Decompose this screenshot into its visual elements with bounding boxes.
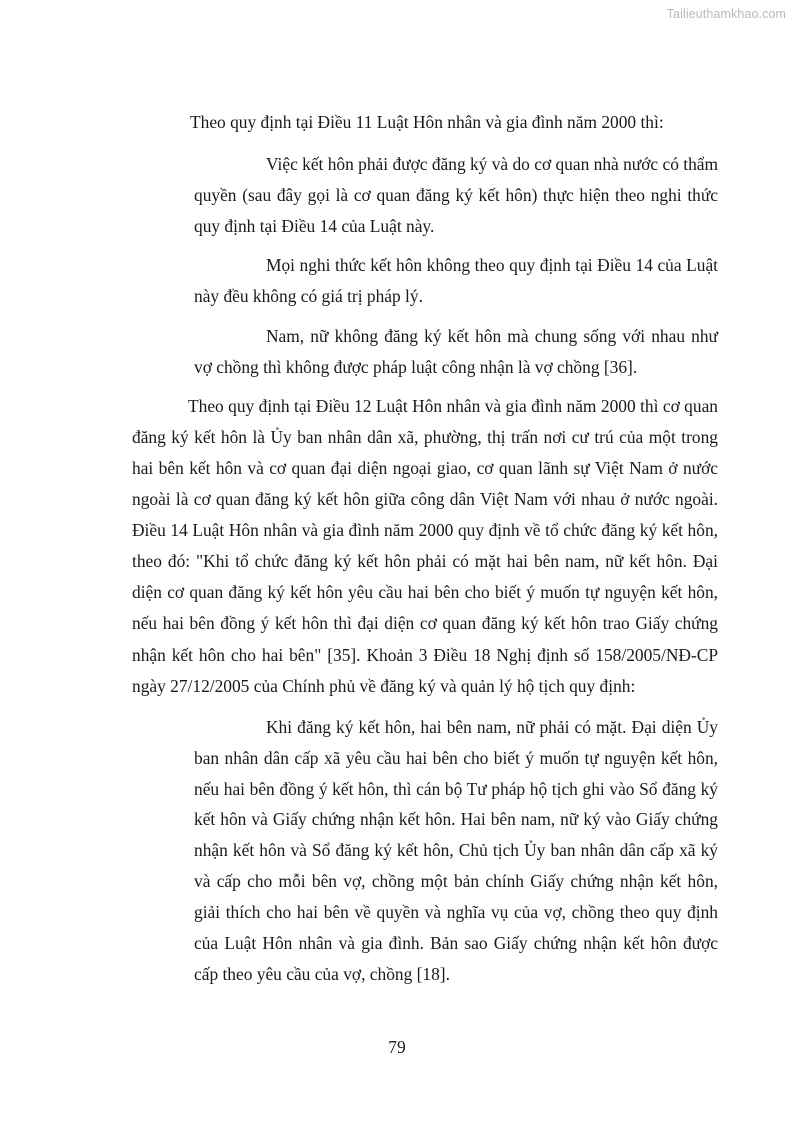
intro-paragraph: Theo quy định tại Điều 11 Luật Hôn nhân và gia đình năm 2000 thì: [190, 112, 664, 132]
document-page [132, 107, 718, 990]
final-quote-block: Khi đăng ký kết hôn, hai bên nam, nữ phải có mặt. Đại diện Ủy ban nhân dân cấp xã yêu cầu hai bên cho biết ý muốn tự nguyện kết hôn, nếu hai bên đồng ý kết hôn, thì cán bộ Tư pháp hộ tịch ghi vào Sổ đăng ký kết hôn và Giấy chứng nhận kết hôn. Hai bên nam, nữ ký vào Giấy chứng nhận kết hôn và Sổ đăng ký kết hôn, Chủ tịch Ủy ban nhân dân cấp xã ký và cấp cho mỗi bên vợ, chồng một bản chính Giấy chứng nhận kết hôn, giải thích cho hai bên về quyền và nghĩa vụ của vợ, chồng theo quy định của Luật Hôn nhân và gia đình. Bản sao Giấy chứng nhận kết hôn được cấp theo yêu cầu của vợ, chồng [18]. [194, 716, 718, 984]
watermark: Tailieuthamkhao.com [666, 7, 786, 21]
quote-block-1 [132, 149, 718, 242]
quote-text: Việc kết hôn phải được đăng ký và do cơ quan nhà nước có thẩm quyền (sau đây gọi là cơ quan đăng ký kết hôn) thực hiện theo nghi thức quy định tại Điều 14 của Luật này. [194, 154, 719, 237]
body-paragraph: Theo quy định tại Điều 12 Luật Hôn nhân và gia đình năm 2000 thì cơ quan đăng ký kết hôn là Ủy ban nhân dân xã, phường, thị trấn nơi cư trú của một trong hai bên kết hôn và cơ quan đại diện ngoại giao, cơ quan lãnh sự Việt Nam ở nước ngoài là cơ quan đăng ký kết hôn giữa công dân Việt Nam với nhau ở nước ngoài. Điều 14 Luật Hôn nhân và gia đình năm 2000 quy định về tổ chức đăng ký kết hôn, theo đó: "Khi tổ chức đăng ký kết hôn phải có mặt hai bên nam, nữ kết hôn. Đại diện cơ quan đăng ký kết hôn yêu cầu hai bên cho biết ý muốn tự nguyện kết hôn, nếu hai bên đồng ý kết hôn thì đại diện cơ quan đăng ký kết hôn trao Giấy chứng nhận kết hôn cho hai bên" [35]. Khoản 3 Điều 18 Nghị định số 158/2005/NĐ-CP ngày 27/12/2005 của Chính phủ về đăng ký và quản lý hộ tịch quy định: [132, 395, 718, 696]
quote-block-3 [132, 321, 718, 383]
page-number: 79 [388, 1037, 406, 1057]
quote-text: Mọi nghi thức kết hôn không theo quy định tại Điều 14 của Luật này đều không có giá trị pháp lý. [194, 255, 718, 307]
quote-block-2 [132, 250, 718, 312]
quote-text: Nam, nữ không đăng ký kết hôn mà chung sống với nhau như vợ chồng thì không được pháp luật công nhận là vợ chồng [36]. [194, 325, 718, 377]
